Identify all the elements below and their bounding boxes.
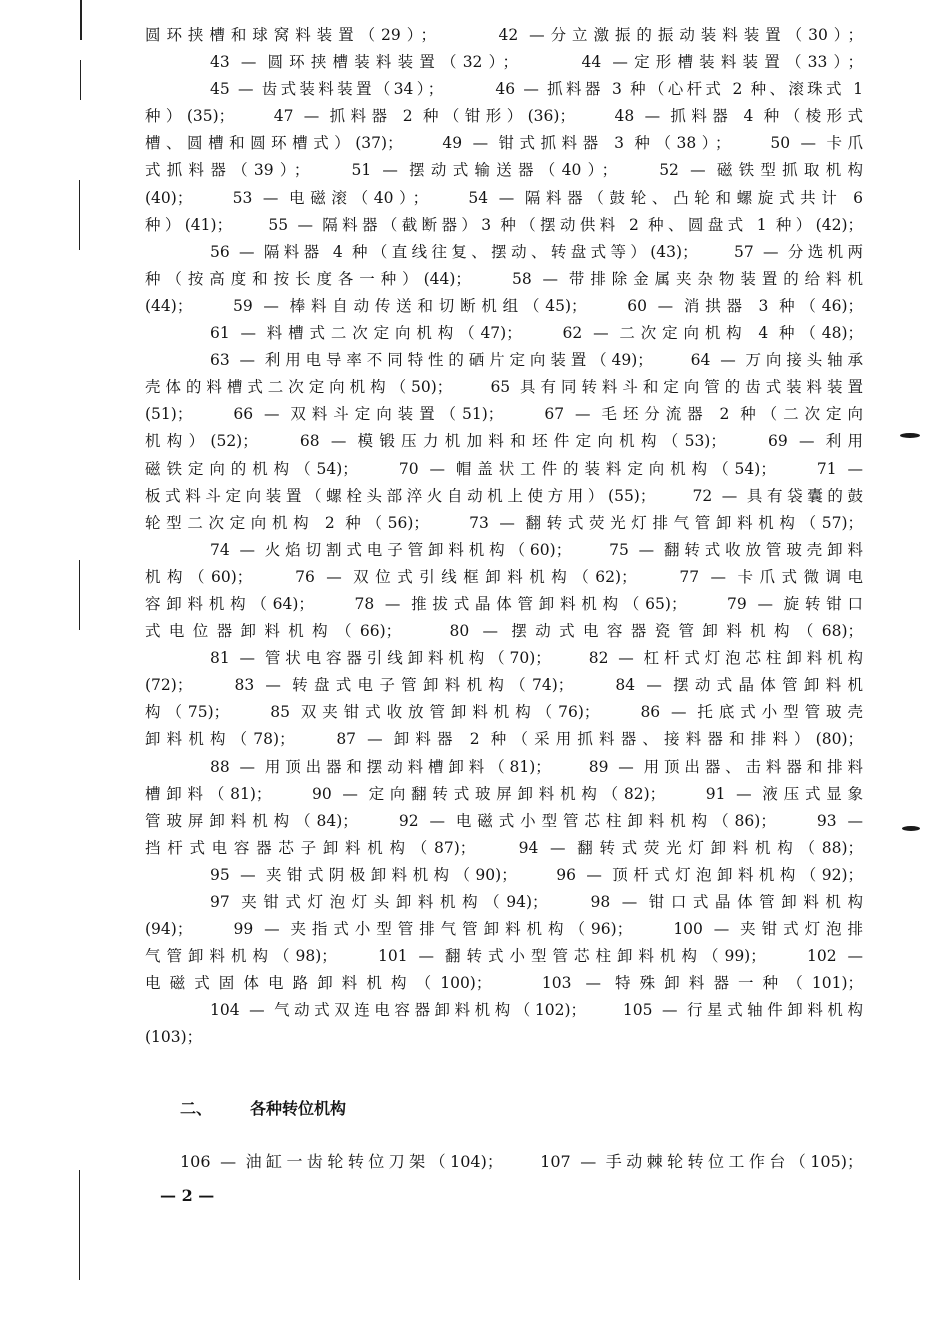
section-number: 二、 — [180, 1099, 213, 1118]
text-line: 95 — 夹钳式阴极卸料机构（90)； 96 — 顶杆式灯泡卸料机构（92)； — [210, 865, 863, 884]
text-line: 卸料机构（78)； 87 — 卸料器 2 种（采用抓料器、接料器和排料）(80)； — [145, 730, 863, 749]
text-line: 槽、圆槽和圆环槽式）(37)； 49 — 钳式抓料器 3 种（38）； 50 — 卡爪 — [145, 134, 863, 153]
text-line: (51)； 66 — 双料斗定向装置（51)； 67 — 毛坯分流器 2 种（二次定向 — [145, 405, 863, 424]
text-line: 88 — 用顶出器和摆动料槽卸料（81)； 89 — 用顶出器、击料器和排料 — [210, 757, 863, 776]
text-line: 圆环挟槽和球窝料装置（29）； 42 —分立激振的振动装料装置（30）； — [145, 26, 863, 44]
text-line: (44)； 59 — 棒料自动传送和切断机组（45)； 60 — 消拱器 3 种（46)； — [145, 296, 863, 315]
text-line: 式抓料器（39）； 51 — 摆动式输送器（40）； 52 — 磁铁型抓取机构 — [145, 161, 863, 180]
text-line: 45 — 齿式装料装置（34）； 46 — 抓料器 3 种（心杆式 2 种、滚珠式 1 — [210, 80, 863, 99]
scan-edge-mark — [79, 1170, 80, 1280]
section-title: 各种转位机构 — [250, 1099, 347, 1118]
text-line: 气管卸料机构（98)； 101 — 翻转式小型管芯柱卸料机构（99)； 102 — — [145, 947, 863, 966]
text-line: 61 — 料槽式二次定向机构（47)； 62 — 二次定向机构 4 种（48)； — [210, 324, 863, 343]
text-line: 构（75)； 85 双夹钳式收放管卸料机构（76)； 86 — 托底式小型管玻壳 — [145, 703, 863, 722]
text-line: 槽卸料（81)； 90 — 定向翻转式玻屏卸料机构（82)； 91 — 液压式显象 — [145, 784, 863, 803]
scan-smudge — [900, 433, 920, 438]
text-line: 轮型二次定向机构 2 种（56)； 73 — 翻转式荧光灯排气管卸料机构（57)； — [145, 513, 863, 532]
text-line: 104 — 气动式双连电容器卸料机构（102)； 105 — 行星式轴件卸料机构 — [210, 1001, 863, 1020]
text-line: 56 — 隔料器 4 种（直线往复、摆动、转盘式等）(43)； 57 — 分选机两 — [210, 242, 863, 261]
scan-edge-mark — [80, 60, 81, 100]
text-line: 81 — 管状电容器引线卸料机构（70)； 82 — 杠杆式灯泡芯柱卸料机构 — [210, 649, 863, 668]
text-line: (94)； 99 — 夹指式小型管排气管卸料机构（96)； 100 — 夹钳式灯泡排 — [145, 920, 863, 939]
text-line: 管玻屏卸料机构（84)； 92 — 电磁式小型管芯柱卸料机构（86)； 93 — — [145, 811, 863, 830]
section-heading — [180, 1096, 346, 1119]
text-line: 63 — 利用电导率不同特性的硒片定向装置（49)； 64 — 万向接头轴承 — [210, 351, 863, 370]
scan-edge-mark — [80, 0, 82, 40]
text-line: 种）(35)； 47 — 抓料器 2 种（钳形）(36)； 48 — 抓料器 4 种（棱形式 — [145, 107, 863, 126]
text-line: 电磁式固体电路卸料机构（100)； 103 — 特殊卸料器一种（101)； — [145, 974, 863, 993]
text-line: 种（按高度和按长度各一种）(44)； 58 — 带排除金属夹杂物装置的给料机 — [145, 269, 863, 288]
text-line: 种）(41)； 55 — 隔料器（截断器）3 种（摆动供料 2 种、圆盘式 1 种）(42)； — [145, 215, 863, 234]
text-line: 板式料斗定向装置（螺栓头部淬火自动机上使方用）(55)； 72 — 具有袋囊的鼓 — [145, 486, 863, 505]
text-line: 43 — 圆环挟槽装料装置（32）； 44 —定形槽装料装置（33）； — [210, 53, 863, 72]
text-line: 式电位器卸料机构（66)； 80 — 摆动式电容器瓷管卸料机构（68)； — [145, 622, 863, 641]
text-line: 机构（60)； 76 — 双位式引线框卸料机构（62)； 77 — 卡爪式微调电 — [145, 567, 863, 586]
scan-smudge — [902, 826, 920, 831]
text-line: 壳体的料槽式二次定向机构（50)； 65 具有同转料斗和定向管的齿式装料装置 — [145, 378, 863, 397]
scan-edge-mark — [79, 180, 80, 250]
section-first-line: 106 — 油缸一齿轮转位刀架（104)； 107 — 手动棘轮转位工作台（105)； — [180, 1152, 863, 1171]
text-line: 机构）(52)； 68 — 模锻压力机加料和坯件定向机构（53)； 69 — 利用 — [145, 432, 863, 451]
entry-list — [145, 22, 863, 1052]
page-number: — 2 — — [160, 1186, 215, 1205]
text-line: (40)； 53 — 电磁滚（40）； 54 — 隔料器（鼓轮、凸轮和螺旋式共计 6 — [145, 188, 863, 207]
text-line: 74 — 火焰切割式电子管卸料机构（60)； 75 — 翻转式收放管玻壳卸料 — [210, 540, 863, 559]
text-line: 磁铁定向的机构（54)； 70 — 帽盖状工件的装料定向机构（54)； 71 — — [145, 459, 863, 478]
text-line: 97 夹钳式灯泡灯头卸料机构（94)； 98 — 钳口式晶体管卸料机构 — [210, 893, 863, 911]
text-line: 容卸料机构（64)； 78 — 推拔式晶体管卸料机构（65)； 79 — 旋转钳口 — [145, 594, 863, 613]
scan-edge-mark — [79, 560, 80, 630]
text-line: (72)； 83 — 转盘式电子管卸料机构（74)； 84 — 摆动式晶体管卸料机 — [145, 676, 863, 695]
text-line: 挡杆式电容器芯子卸料机构（87)； 94 — 翻转式荧光灯卸料机构（88)； — [145, 838, 863, 857]
text-line: (103)； — [145, 1028, 203, 1047]
